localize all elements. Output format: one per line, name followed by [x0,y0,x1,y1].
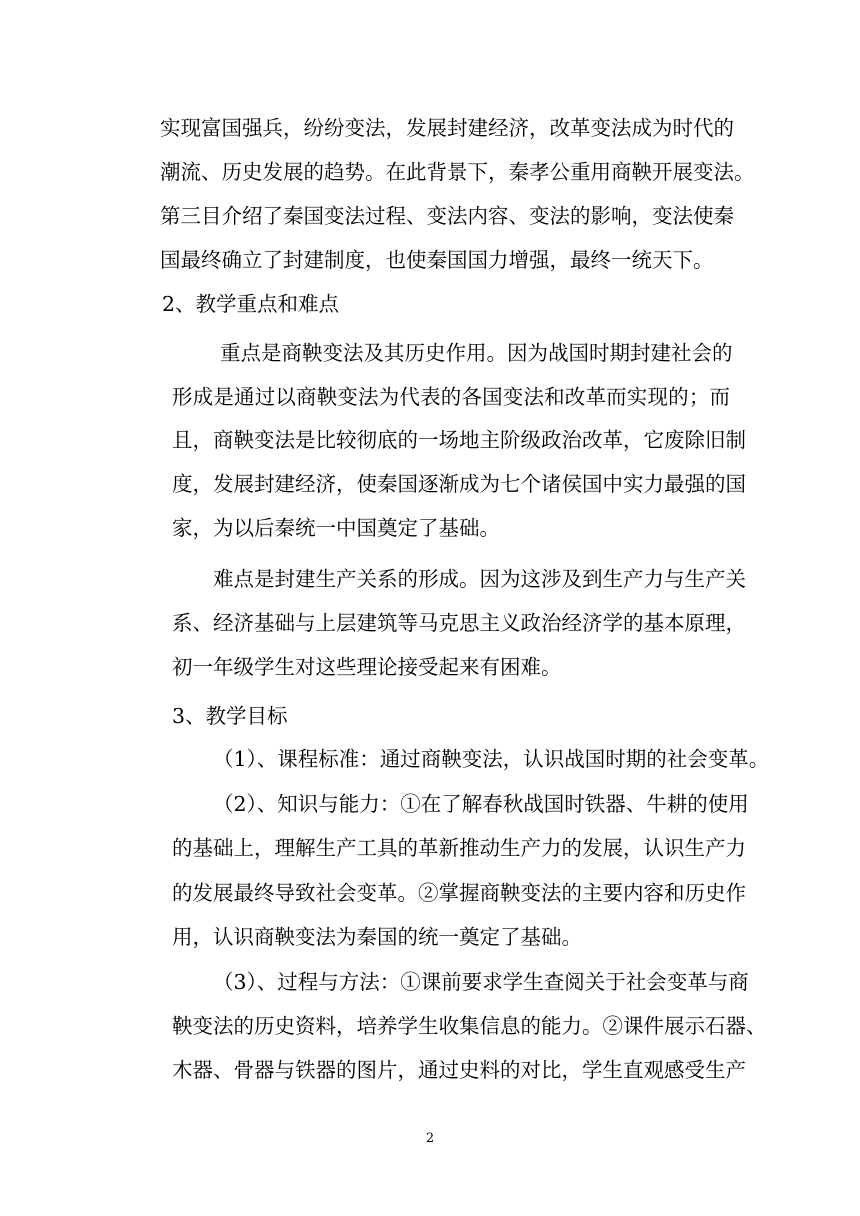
text-line: 用，认识商鞅变法为秦国的统一奠定了基础。 [172,925,582,949]
section-heading: 2、教学重点和难点 [162,292,340,316]
text-line: 木器、骨器与铁器的图片，通过史料的对比，学生直观感受生产 [172,1058,746,1082]
text-line: 系、经济基础与上层建筑等马克思主义政治经济学的基本原理， [172,611,746,635]
text-line: 的发展最终导致社会变革。②掌握商鞅变法的主要内容和历史作 [172,881,746,905]
text-line: 鞅变法的历史资料，培养学生收集信息的能力。②课件展示石器、 [172,1014,767,1038]
section-heading: 3、教学目标 [172,704,288,728]
text-line: 重点是商鞅变法及其历史作用。因为战国时期封建社会的 [220,341,733,365]
text-line: （1）、课程标准：通过商鞅变法，认识战国时期的社会变革。 [213,747,770,771]
text-line: 初一年级学生对这些理论接受起来有困难。 [172,655,562,679]
text-line: 第三目介绍了秦国变法过程、变法内容、变法的影响，变法使秦 [160,204,734,228]
text-line: 潮流、历史发展的趋势。在此背景下，秦孝公重用商鞅开展变法。 [160,160,755,184]
text-line: （2）、知识与能力：①在了解春秋战国时铁器、牛耕的使用 [213,792,749,816]
text-line: 家，为以后秦统一中国奠定了基础。 [172,516,500,540]
page-number: 2 [425,1131,435,1146]
text-line: （3）、过程与方法：①课前要求学生查阅关于社会变革与商 [213,970,749,994]
text-line: 形成是通过以商鞅变法为代表的各国变法和改革而实现的；而 [172,385,730,409]
text-line: 且，商鞅变法是比较彻底的一场地主阶级政治改革，它废除旧制 [172,428,746,452]
text-line: 难点是封建生产关系的形成。因为这涉及到生产力与生产关 [213,567,746,591]
text-line: 的基础上，理解生产工具的革新推动生产力的发展，认识生产力 [172,836,746,860]
text-line: 度，发展封建经济，使秦国逐渐成为七个诸侯国中实力最强的国 [172,472,746,496]
text-line: 实现富国强兵，纷纷变法，发展封建经济，改革变法成为时代的 [160,116,734,140]
text-line: 国最终确立了封建制度，也使秦国国力增强，最终一统天下。 [160,248,714,272]
